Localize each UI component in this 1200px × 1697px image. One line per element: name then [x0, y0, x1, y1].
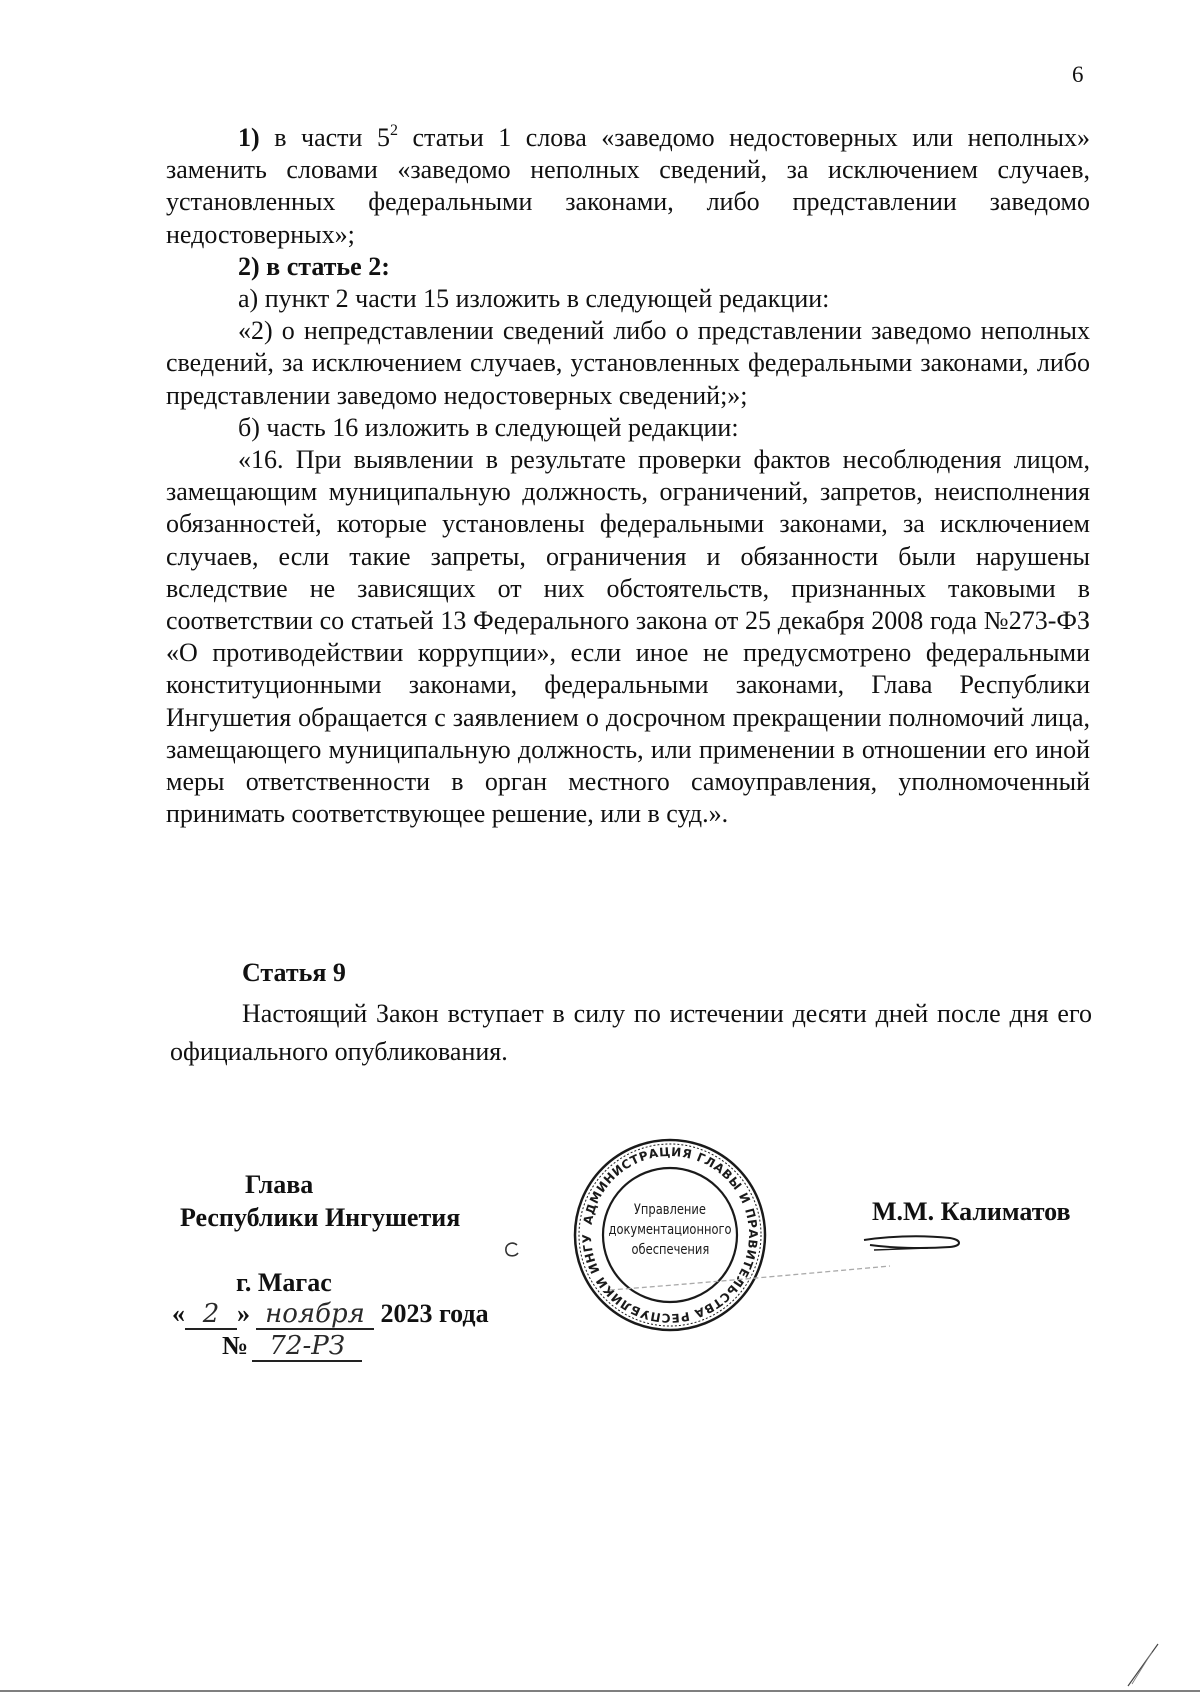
date-year: 2023 года	[374, 1299, 489, 1328]
scan-edge-line	[0, 1683, 1200, 1697]
number-label: №	[222, 1331, 249, 1360]
date-open-quote: «	[172, 1299, 185, 1328]
law-number	[222, 1331, 362, 1362]
stamp-line-1: Управление	[633, 1202, 707, 1218]
item-1-number: 1)	[238, 123, 260, 152]
amendment-item-2-heading: 2) в статье 2:	[238, 251, 390, 281]
article-9-heading: Статья 9	[242, 958, 346, 987]
page-number: 6	[1072, 62, 1084, 87]
law-number-handwritten: 72-РЗ	[252, 1332, 362, 1362]
item-1-text-start: в части 5	[259, 123, 390, 152]
official-stamp	[570, 1135, 770, 1340]
subitem-b-intro: б) часть 16 изложить в следующей редакции:	[238, 412, 739, 442]
stamp-line-3: обеспечения	[631, 1242, 709, 1258]
place-of-signing: г. Магас	[236, 1268, 332, 1297]
date-close-quote: »	[237, 1299, 250, 1328]
signing-date	[172, 1299, 489, 1330]
date-day-handwritten: 2	[185, 1300, 237, 1330]
stamp-line-2: документационного	[608, 1222, 732, 1238]
stamp-ring-text: АДМИНИСТРАЦИЯ ГЛАВЫ И ПРАВИТЕЛЬСТВА РЕСПУБЛИКИ ИНГУ	[579, 1144, 761, 1326]
signatory-title-line-1: Глава	[245, 1170, 314, 1199]
amendments-section	[166, 122, 1090, 830]
article-9-text: Настоящий Закон вступает в силу по истечении десяти дней после дня его официального опубликования.	[170, 999, 1092, 1066]
subitem-a-intro: а) пункт 2 части 15 изложить в следующей редакции:	[238, 284, 830, 314]
corner-pen-mark	[1122, 1640, 1162, 1690]
faint-pencil-line	[600, 1258, 900, 1298]
handwritten-signature	[862, 1228, 972, 1256]
item-1-text-end: статьи 1 слова «заведомо недостоверных или неполных» заменить словами «заведомо неполных сведений, за исключением случаев, установленных федеральными законами, либо представлении заведомо недостоверных»;	[166, 123, 1090, 249]
amendment-item-1	[166, 122, 1090, 251]
article-9-body	[170, 995, 1092, 1071]
subitem-a-text: «2) о непредставлении сведений либо о представлении заведомо неполных сведений, за исключением случаев, установленных федеральными законами, либо представлении заведомо недостоверных сведений;»;	[166, 316, 1090, 410]
date-month-handwritten: ноября	[256, 1300, 374, 1330]
subitem-b-text: «16. При выявлении в результате проверки фактов несоблюдения лицом, замещающим муниципальную должность, ограничений, запретов, неисполнения обязанностей, которые установлены федеральными законами, за исключением случаев, если такие запреты, ограничения и обязанности были нарушены вследствие не зависящих от них обстоятельств, признанных таковыми в соответствии со статьей 13 Федерального закона от 25 декабря 2008 года №273-ФЗ «О противодействии коррупции», если иное не предусмотрено федеральными конституционными законами, федеральными законами, Глава Республики Ингушетия обращается с заявлением о досрочном прекращении полномочий лица, замещающего муниципальную должность, или применении в отношении его иной меры ответственности в орган местного самоуправления, уполномоченный принимать соответствующее решение, или в суд.».	[166, 445, 1090, 829]
item-1-superscript: 2	[389, 122, 398, 139]
small-ink-mark	[502, 1240, 522, 1260]
signatory-title-line-2: Республики Ингушетия	[180, 1203, 461, 1232]
signer-name: М.М. Калиматов	[872, 1197, 1071, 1226]
